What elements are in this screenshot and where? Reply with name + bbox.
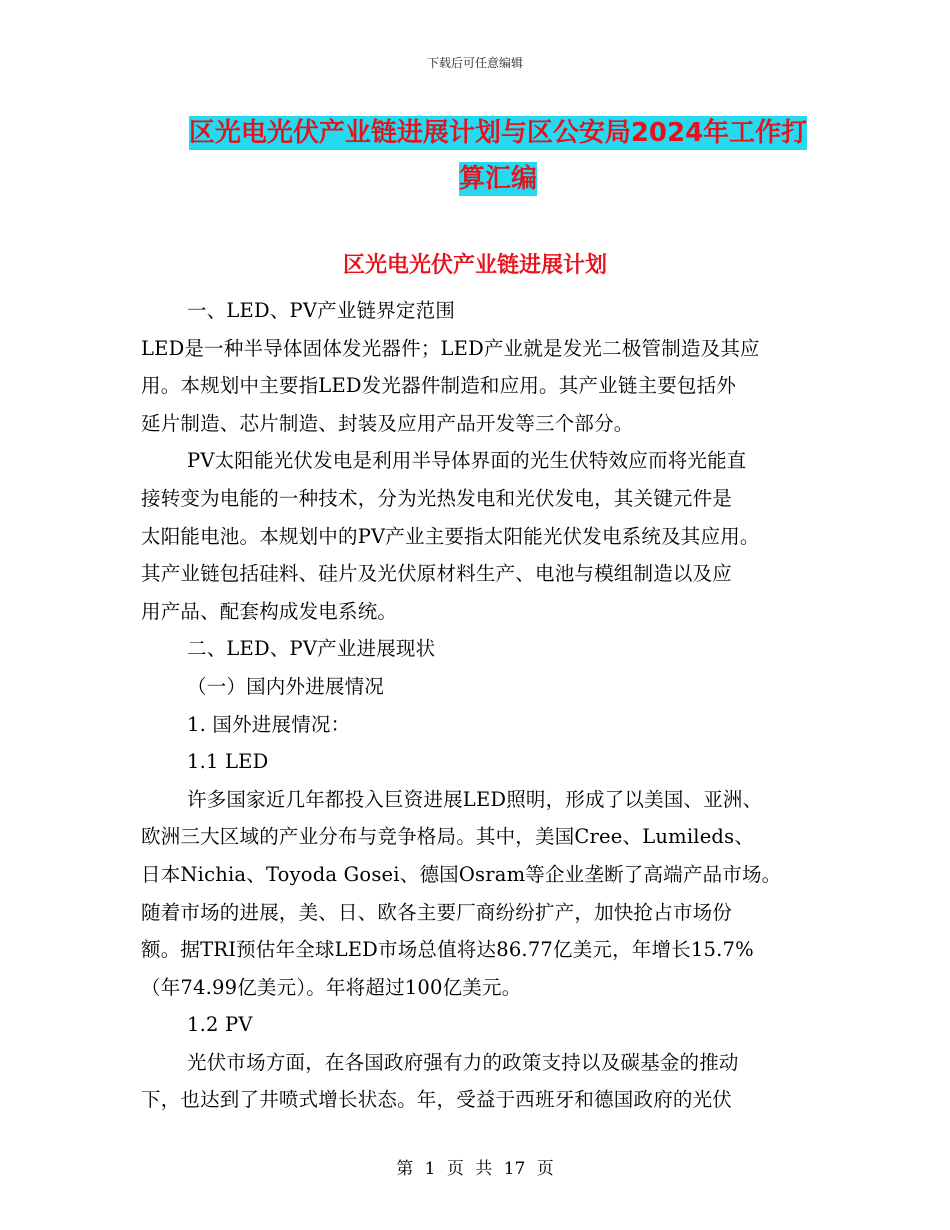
paragraph-line: 用产品、配套构成发电系统。	[141, 599, 398, 623]
paragraph-line: 延片制造、芯片制造、封装及应用产品开发等三个部分。	[141, 411, 634, 435]
subheading: 1.1 LED	[187, 750, 269, 774]
paragraph-line: 随着市场的进展，美、日、欧各主要厂商纷纷扩产，加快抢占市场份	[141, 900, 733, 924]
heading-2: 二、LED、PV产业进展现状	[187, 637, 436, 661]
paragraph-line: 接转变为电能的一种技术，分为光热发电和光伏发电，其关键元件是	[141, 486, 733, 510]
paragraph-line: 用。本规划中主要指LED发光器件制造和应用。其产业链主要包括外	[141, 374, 737, 398]
page-header-note: 下载后可任意编辑	[426, 56, 523, 70]
section-title: 区光电光伏产业链进展计划	[342, 253, 607, 278]
paragraph-line: 额。据TRI预估年全球LED市场总值将达86.77亿美元，年增长15.7%	[141, 938, 754, 962]
paragraph-line: （年74.99亿美元）。年将超过100亿美元。	[141, 975, 522, 999]
paragraph-line: 日本Nichia、Toyoda Gosei、德国Osram等企业垄断了高端产品市场。	[141, 862, 782, 886]
paragraph-line: 欧洲三大区域的产业分布与竞争格局。其中，美国Cree、Lumileds、	[141, 825, 755, 849]
document-title-line-1: 区光电光伏产业链进展计划与区公安局2024年工作打	[188, 118, 808, 148]
paragraph-line: PV太阳能光伏发电是利用半导体界面的光生伏特效应而将光能直	[187, 449, 747, 473]
document-title	[188, 110, 808, 202]
paragraph-line: 光伏市场方面，在各国政府强有力的政策支持以及碳基金的推动	[187, 1050, 739, 1074]
subheading: 1. 国外进展情况：	[187, 712, 351, 736]
paragraph-line: 许多国家近几年都投入巨资进展LED照明，形成了以美国、亚洲、	[187, 787, 763, 811]
paragraph-line: LED是一种半导体固体发光器件；LED产业就是发光二极管制造及其应	[141, 336, 760, 360]
document-title-line-2: 算汇编	[458, 164, 537, 194]
paragraph-line: 其产业链包括硅料、硅片及光伏原材料生产、电池与模组制造以及应	[141, 562, 733, 586]
paragraph-line: 下，也达到了井喷式增长状态。年，受益于西班牙和德国政府的光伏	[141, 1088, 733, 1112]
page-footer: 第 1 页 共 17 页	[396, 1159, 554, 1179]
heading-1: 一、LED、PV产业链界定范围	[187, 299, 456, 322]
subheading: （一）国内外进展情况	[187, 674, 385, 698]
subheading: 1.2 PV	[187, 1013, 253, 1037]
body-text	[141, 292, 821, 1119]
paragraph-line: 太阳能电池。本规划中的PV产业主要指太阳能光伏发电系统及其应用。	[141, 524, 760, 548]
